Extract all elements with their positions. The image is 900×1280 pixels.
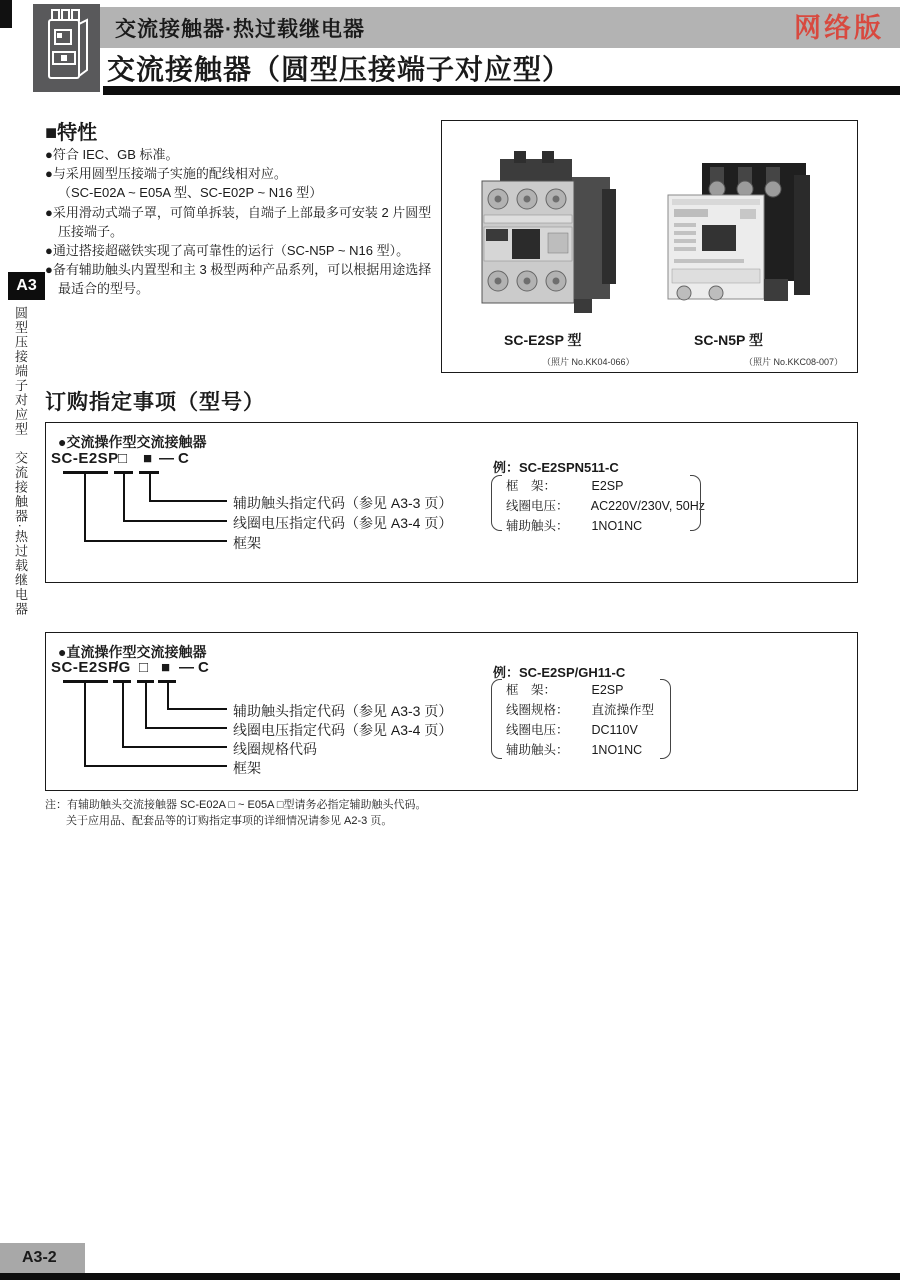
connector-line [84,540,227,542]
bracket-right [690,475,701,531]
connector-line [167,708,227,710]
bracket-left [491,679,502,759]
connector-line [84,765,227,767]
example-title: 例：SC-E2SP/GH11-C [493,665,626,680]
ordering-box-dc [45,632,858,791]
example-row: 框 架： E2SP [506,683,624,697]
model-part: — [159,450,175,467]
photo-caption-left: SC-E2SP 型 [504,332,582,348]
ordering-box-ac [45,422,858,583]
contactor-icon [33,4,100,92]
sidebar-vertical-text: 圆型压接端子对应型 交流接触器·热过载继电器 [13,306,28,617]
connector-line [145,683,147,729]
model-part: □ [118,450,128,467]
category-title: 交流接触器·热过载继电器 [115,17,365,41]
feature-line: ●采用滑动式端子罩，可简单拆装，自端子上部最多可安装 2 片圆型 [45,204,432,220]
example-rows [506,476,705,536]
ordering-box-title: ●直流操作型交流接触器 [58,644,207,660]
feature-line: ●符合 IEC、GB 标准。 [45,147,179,162]
code-label: 框架 [233,760,261,776]
footnote-line: 关于应用品、配套品等的订购指定事项的详细情况请参见 A2-3 页。 [66,815,393,827]
feature-line: ●与采用圆型压接端子实施的配线相对应。 [45,166,287,182]
connector-line [84,474,86,542]
code-label: 辅助触头指定代码（参见 A3-3 页） [233,703,453,719]
model-part: □ [139,659,149,676]
code-label: 线圈规格代码 [233,741,317,757]
connector-line [149,500,227,502]
example-row: 辅助触头： 1NO1NC [506,519,643,533]
corner-notch [0,0,12,28]
code-label: 线圈电压指定代码（参见 A3-4 页） [233,515,453,531]
code-label: 框架 [233,535,261,551]
features-heading: ■特性 [45,122,98,144]
page-number: A3-2 [22,1249,57,1266]
model-part: C [198,659,210,676]
product-photo-sc-n5p [654,161,814,311]
page-title: 交流接触器（圆型压接端子对应型） [107,54,572,85]
category-bar [100,7,900,48]
code-label: 线圈电压指定代码（参见 A3-4 页） [233,722,453,738]
example-title: 例：SC-E2SPN511-C [493,460,619,475]
example-row: 辅助触头： 1NO1NC [506,743,643,757]
feature-line: （SC-E02A ~ E05A 型、SC-E02P ~ N16 型） [58,185,323,201]
ordering-heading: 订购指定事项（型号） [45,391,265,414]
connector-line [145,727,227,729]
section-tab: A3 [8,272,45,300]
code-label: 辅助触头指定代码（参见 A3-3 页） [233,495,453,511]
feature-line: 最适合的型号。 [58,281,150,297]
connector-line [167,683,169,710]
connector-line [84,683,86,767]
example-row: 线圈电压： DC110V [506,723,638,737]
model-part: ■ [161,659,171,676]
footnote-line: 注：有辅助触头交流接触器 SC-E02A □ ~ E05A □型请务必指定辅助触头代码。 [45,799,427,811]
model-part: SC-E2SP [51,450,119,467]
connector-line [122,683,124,748]
model-part: SC-E2SP [51,659,119,676]
photo-number-right: （照片 No.KKC08-007） [744,357,844,367]
example-row: 线圈电压： AC220V/230V, 50Hz [506,499,705,513]
title-rule [103,86,900,95]
bracket-left [491,475,502,531]
model-part: /G [114,659,131,676]
feature-line: ●通过搭接超磁铁实现了高可靠性的运行（SC-N5P ~ N16 型）。 [45,243,410,259]
connector-line [122,746,227,748]
feature-line: 压接端子。 [58,223,124,239]
model-part: C [178,450,190,467]
photo-number-left: （照片 No.KK04-066） [542,357,635,367]
example-rows [506,680,654,760]
example-row: 线圈规格： 直流操作型 [506,703,654,717]
connector-line [149,474,151,502]
model-part: — [179,659,195,676]
feature-line: ●备有辅助触头内置型和主 3 极型两种产品系列，可以根据用途选择 [45,262,432,278]
example-row: 框 架： E2SP [506,479,624,493]
footnotes [45,797,427,829]
ordering-box-title: ●交流操作型交流接触器 [58,434,207,450]
page-number-box [0,1243,85,1273]
product-photo-sc-e2sp [470,149,625,324]
section-icon-box [33,4,100,92]
product-photo-box [441,120,858,373]
connector-line [123,520,227,522]
bracket-right [660,679,671,759]
photo-caption-right: SC-N5P 型 [694,332,763,348]
connector-line [123,474,125,522]
features-list [45,145,435,299]
footer-bar [0,1273,900,1280]
model-part: ■ [143,450,153,467]
web-edition-badge: 网络版 [794,13,884,43]
